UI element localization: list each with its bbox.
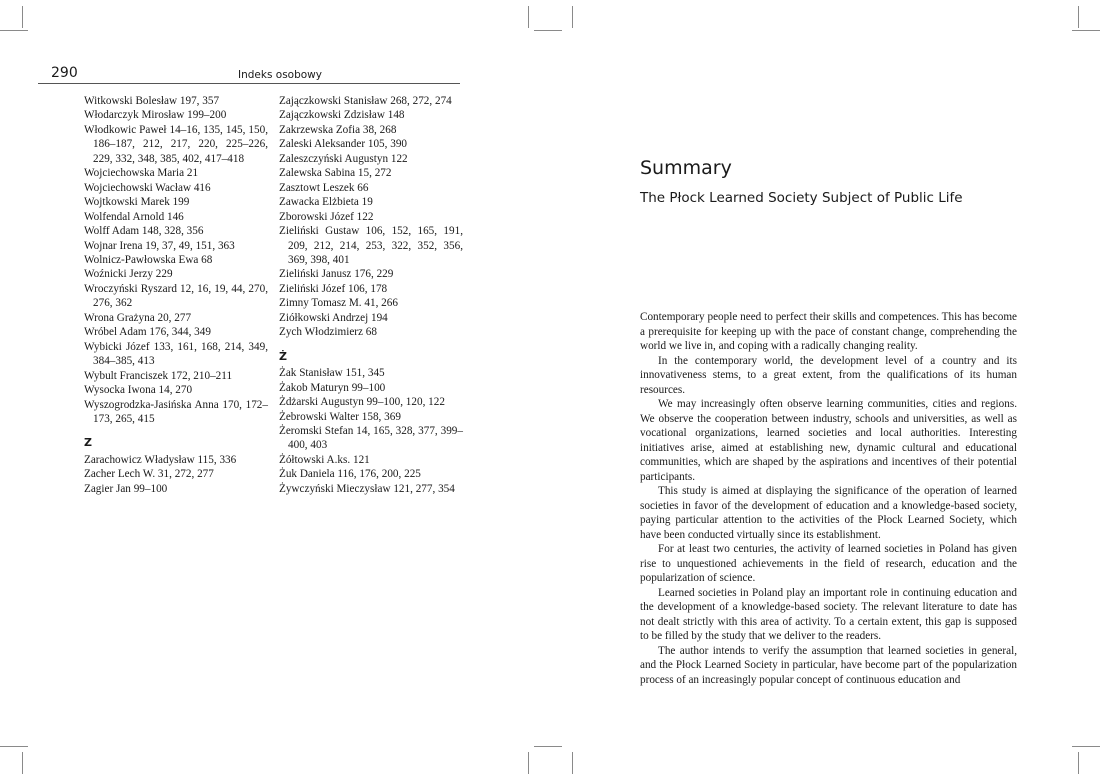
crop-mark (1078, 6, 1079, 28)
summary-paragraph: This study is aimed at displaying the significance of the operation of learned societies in favor of the development of education and a knowledge-based society, paying particular attention to the activities of the Płock Learned Society, which have been conducted virtually since its establishment. (640, 485, 1017, 541)
index-entry: Zalewska Sabina 15, 272 (279, 167, 392, 180)
summary-paragraph: In the contemporary world, the development level of a country and its innovativeness stems, to a great extent, from the qualifications of its human resources. (640, 354, 1017, 396)
crop-mark (572, 6, 573, 28)
summary-title: Summary (640, 157, 732, 179)
index-entry: Wojciechowski Wacław 416 (84, 181, 211, 194)
index-entry: Żywczyński Mieczysław 121, 277, 354 (279, 482, 455, 495)
summary-body (640, 310, 1017, 687)
index-entry: Woźnicki Jerzy 229 (84, 268, 173, 281)
index-entry: Zajączkowski Stanisław 268, 272, 274 (279, 95, 452, 107)
index-entry: Żebrowski Walter 158, 369 (279, 410, 401, 423)
index-entry: Wysocka Iwona 14, 270 (84, 384, 193, 397)
summary-paragraph: For at least two centuries, the activity of learned societies in Poland has given rise to unquestioned achievements in the field of research, education and the popularization of science. (640, 543, 1017, 584)
index-entry: Wolnicz-Pawłowska Ewa 68 (84, 253, 213, 266)
index-entry: Wolff Adam 148, 328, 356 (84, 225, 204, 238)
index-column-left (84, 94, 268, 496)
index-entry: Witkowski Bolesław 197, 357 (84, 95, 220, 107)
index-entry: Żak Stanisław 151, 345 (279, 367, 385, 380)
index-entry: Wojtkowski Marek 199 (84, 196, 190, 209)
index-entry: Zaleszczyński Augustyn 122 (279, 152, 408, 165)
index-entry: Wojciechowska Maria 21 (84, 167, 199, 180)
crop-mark (534, 30, 562, 31)
index-entry: Wolfendal Arnold 146 (84, 210, 184, 223)
index-entry: Zawacka Elżbieta 19 (279, 196, 373, 209)
index-entry: Zborowski Józef 122 (279, 210, 374, 223)
crop-mark (528, 752, 529, 774)
crop-mark (1078, 752, 1079, 774)
index-entry: Zieliński Józef 106, 178 (279, 282, 388, 295)
index-letter-heading: Z (84, 436, 92, 450)
index-entry: Włodarczyk Mirosław 199–200 (84, 109, 227, 122)
index-column-right (279, 94, 463, 496)
crop-mark (534, 746, 562, 747)
header-rule (38, 83, 460, 84)
crop-mark (0, 746, 28, 747)
page-number: 290 (51, 65, 78, 81)
index-entry: Zieliński Gustaw 106, 152, 165, 191, 209, 212, 214, 253, 322, 352, 356, 369, 398, 401 (279, 225, 463, 266)
summary-paragraph: Learned societies in Poland play an important role in continuing education and the development of a knowledge-based society. The relevant literature to date has not dealt strictly with this area of activity. To a certain extent, this gap is supposed to be filled by the study that we deliver to the readers. (640, 586, 1017, 642)
index-entry: Wyszogrodzka-Jasińska Anna 170, 172–173, 265, 415 (84, 398, 268, 425)
index-entry: Zarachowicz Władysław 115, 336 (84, 453, 237, 466)
summary-paragraph: The author intends to verify the assumption that learned societies in general, and the Płock Learned Society in particular, have become part of the popularization process of an increasingly popular concept of continuous education and (640, 644, 1017, 686)
index-entry: Zych Włodzimierz 68 (279, 326, 377, 339)
index-entry: Żółtowski A.ks. 121 (279, 453, 370, 466)
index-entry: Zimny Tomasz M. 41, 266 (279, 297, 398, 310)
crop-mark (572, 752, 573, 774)
index-entry: Wrona Grażyna 20, 277 (84, 311, 192, 324)
index-entry: Żeromski Stefan 14, 165, 328, 377, 399–400, 403 (279, 424, 463, 452)
running-head: Indeks osobowy (238, 69, 322, 81)
index-entry: Zaleski Aleksander 105, 390 (279, 138, 408, 151)
index-entry: Wybult Franciszek 172, 210–211 (84, 369, 233, 382)
crop-mark (1072, 746, 1100, 747)
summary-paragraph: Contemporary people need to perfect their skills and competences. This has become a prerequisite for keeping up with the pace of constant change, comprehending the world we live in, and coping with a radically changing reality. (640, 311, 1017, 352)
index-entry: Żakob Maturyn 99–100 (279, 381, 386, 394)
crop-mark (528, 6, 529, 28)
index-entry: Włodkowic Paweł 14–16, 135, 145, 150, 186–187, 212, 217, 220, 225–226, 229, 332, 348, 385, 402, 417–418 (84, 123, 268, 165)
index-entry: Wroczyński Ryszard 12, 16, 19, 44, 270, 276, 362 (84, 282, 268, 310)
crop-mark (1072, 30, 1100, 31)
index-entry: Wybicki Józef 133, 161, 168, 214, 349, 384–385, 413 (84, 340, 268, 368)
summary-paragraph: We may increasingly often observe learning communities, cities and regions. We observe the cooperation between industry, schools and universities, as well as vocational organizations, learned societies and local authorities. Interesting initiatives arise, aimed at establishing new, dynamic cultural and educational communities, which are shaped by the aspirations and incentives of their potential participants. (640, 398, 1017, 483)
index-entry: Zieliński Janusz 176, 229 (279, 268, 394, 281)
crop-mark (22, 6, 23, 28)
index-entry: Żuk Daniela 116, 176, 200, 225 (279, 468, 421, 481)
index-entry: Zagier Jan 99–100 (84, 482, 168, 495)
index-entry: Zajączkowski Zdzisław 148 (279, 109, 405, 122)
index-entry: Wróbel Adam 176, 344, 349 (84, 326, 211, 339)
index-entry: Zacher Lech W. 31, 272, 277 (84, 468, 214, 481)
index-letter-heading: Ż (279, 349, 287, 363)
index-entry: Zasztowt Leszek 66 (279, 181, 369, 194)
summary-subtitle: The Płock Learned Society Subject of Public Life (640, 190, 963, 206)
crop-mark (22, 752, 23, 774)
index-entry: Ziółkowski Andrzej 194 (279, 311, 388, 324)
crop-mark (0, 30, 28, 31)
index-entry: Wojnar Irena 19, 37, 49, 151, 363 (84, 239, 235, 252)
index-entry: Żdżarski Augustyn 99–100, 120, 122 (279, 396, 445, 409)
index-entry: Zakrzewska Zofia 38, 268 (279, 123, 397, 136)
